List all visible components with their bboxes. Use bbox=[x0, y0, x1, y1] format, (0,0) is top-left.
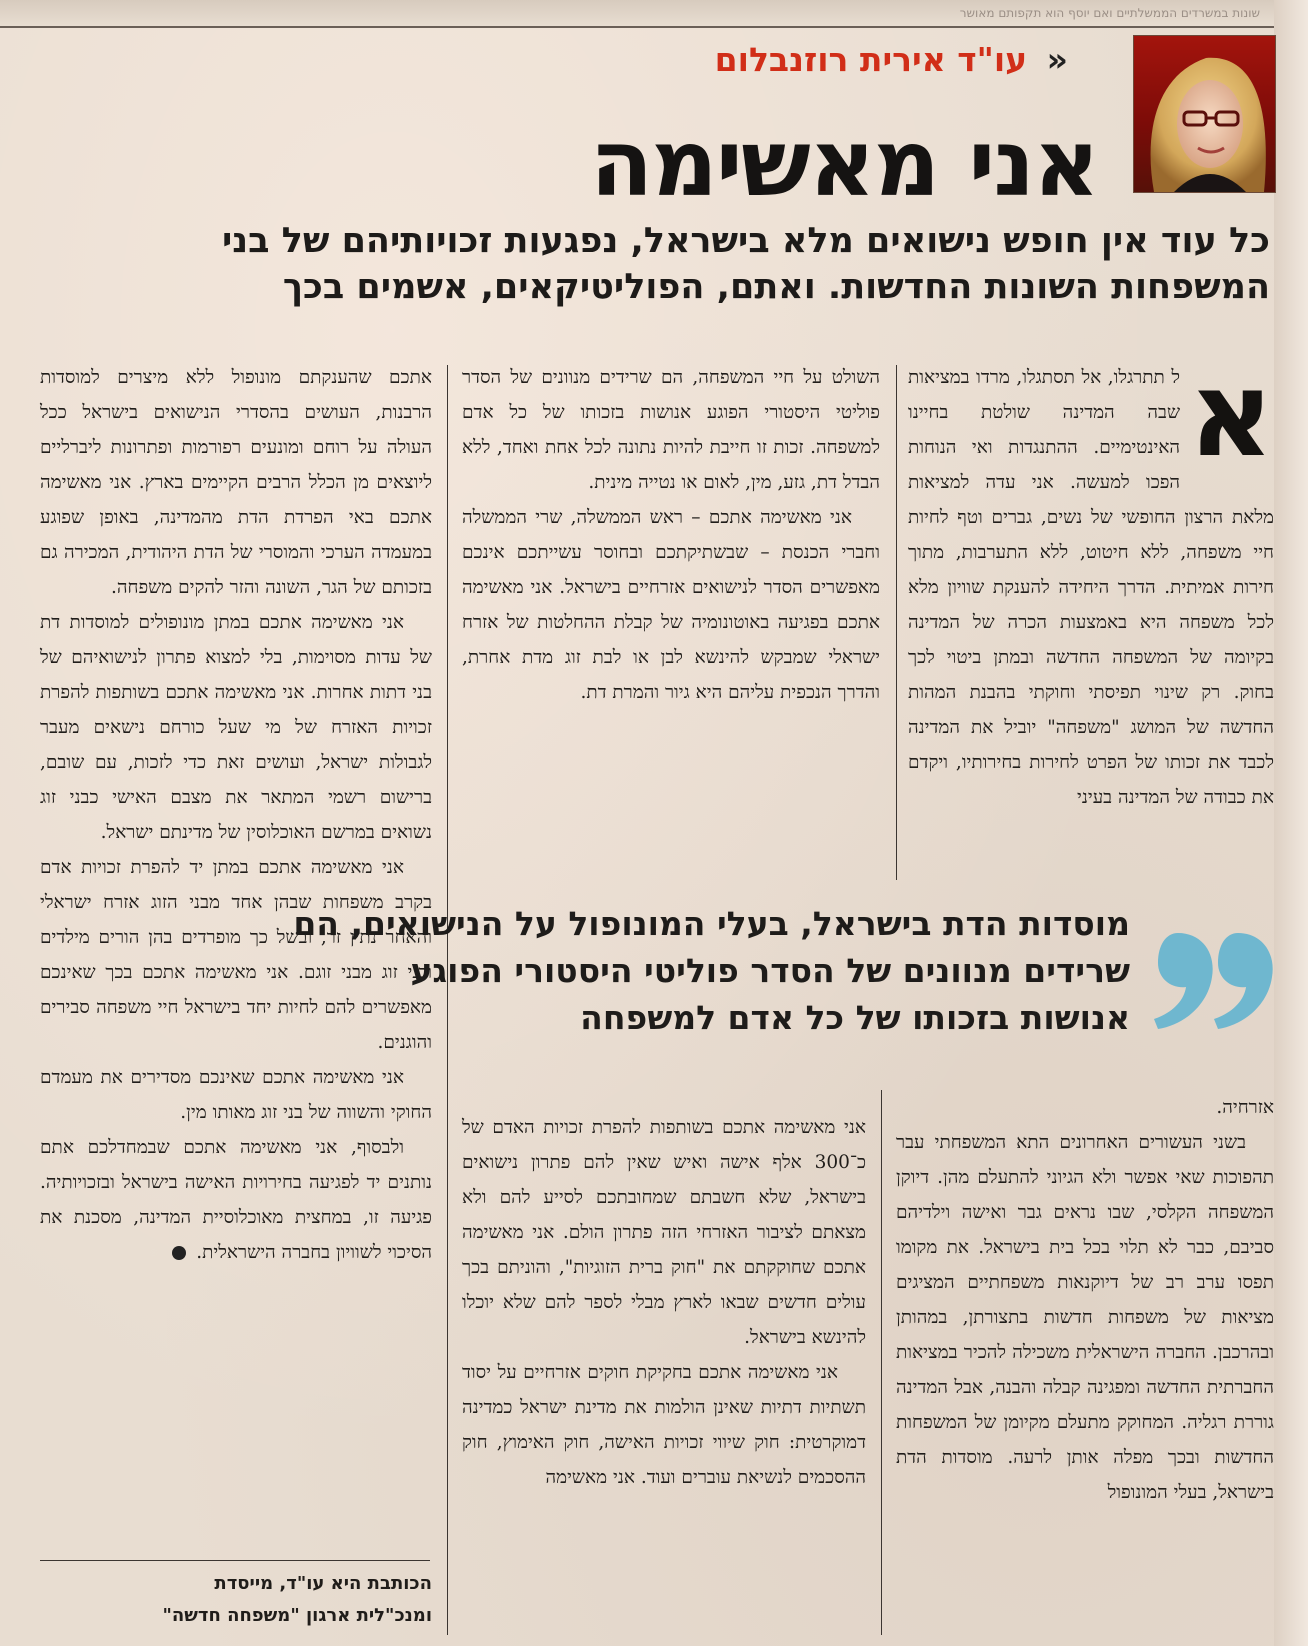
article-paragraph: אני מאשימה אתכם שאינכם מסדירים את מעמדם החוקי והשווה של בני זוג מאותו מין. bbox=[40, 1067, 432, 1123]
article-paragraph: אני מאשימה אתכם בשותפות להפרת זכויות האדם של כ־300 אלף אישה ואיש שאין להם פתרון נישואים בישראל, שלא חשבתם שמחובתכם לסייע להם ולא מצאתם לציבור האזרחי הזה פתרון הולם. אני מאשימה אתכם שחוקקתם את "חוק ברית הזוגיות", והוניתם בכך עולים חדשים שבאו לארץ מבלי לספר להם שלא יוכלו להינשא בישראל. bbox=[462, 1117, 866, 1348]
author-bio-line-2: ומנכ"לית ארגון "משפחה חדשה" bbox=[162, 1605, 432, 1626]
author-bio-line-1: הכותבת היא עו"ד, מייסדת bbox=[214, 1573, 432, 1594]
article-paragraph: אזרחיה. bbox=[1216, 1097, 1274, 1118]
subhead-line-2: המשפחות השונות החדשות. ואתם, הפוליטיקאים, אשמים בכך bbox=[282, 267, 1270, 307]
subhead-line-1: כל עוד אין חופש נישואים מלא בישראל, נפגעות זכויותיהם של בני bbox=[221, 221, 1270, 261]
pull-quote: מוסדות הדת בישראל, בעלי המונופול על הנישואים, הם שרידים מנוונים של הסדר פוליטי היסטורי הפוגע אנושות בזכותו של כל אדם למשפחה bbox=[293, 904, 1130, 1037]
article-paragraph: השולט על חיי המשפחה, הם שרידים מנוונים של הסדר פוליטי היסטורי הפוגע אנושות בזכותו של כל אדם למשפחה. זכות זו חייבת להיות נתונה לכל אחת ואחד, ללא הבדל דת, גזע, מין, לאום או נטייה מינית. bbox=[462, 367, 880, 493]
chevron-icon: « bbox=[1046, 40, 1068, 79]
author-bio bbox=[40, 1568, 432, 1632]
column-divider-lower bbox=[881, 1090, 882, 1635]
top-strip-text: שונות במשרדים הממשלתיים ואם יוסף הוא תקפותם מאושר bbox=[959, 6, 1260, 20]
subheadline bbox=[150, 218, 1270, 310]
top-strip bbox=[0, 0, 1308, 28]
author-byline bbox=[715, 40, 1068, 79]
closing-quote-icon bbox=[1140, 925, 1280, 1035]
bio-divider bbox=[40, 1560, 430, 1561]
article-column-2 bbox=[462, 360, 880, 710]
author-portrait bbox=[1133, 35, 1276, 193]
article-paragraph: אני מאשימה אתכם במתן יד להפרת זכויות אדם בקרב משפחות שבהן אחד מבני הזוג אזרח ישראלי והאחר נתין זר, ובשל כך מופרדים בהן הורים מילדים ובני זוג מבני זוגם. אני מאשימה אתכם בכך שאינכם מאפשרים להם לחיות יחד בישראל חיי משפחה סבירים והוגנים. bbox=[40, 857, 432, 1053]
article-paragraph: אני מאשימה אתכם בחקיקת חוקים אזרחיים על יסוד תשתיות דתיות שאינן הולמות את מדינת ישראל כמדינה דמוקרטית: חוק שיווי זכויות האישה, חוק האימוץ, חוק ההסכמים לנשיאת עוברים ועוד. אני מאשימה bbox=[462, 1362, 866, 1488]
article-paragraph: אתכם שהענקתם מונופול ללא מיצרים למוסדות הרבנות, העושים בהסדרי הנישואים בישראל ככל העולה על רוחם ומונעים רפורמות ופתרונות ליברליים ליוצאים מן הכלל הרבים הקיימים בארץ. אני מאשימה אתכם באי הפרדת הדת מהמדינה, באופן שפוגע במעמדה הערכי והמוסרי של הדת היהודית, המכירה גם בזכותם של הגר, השונה והזר להקים משפחה. bbox=[40, 367, 432, 598]
article-paragraph: בשני העשורים האחרונים התא המשפחתי עבר תהפוכות שאי אפשר ולא הגיוני להתעלם מהן. דיוקן המשפחה הקלסי, שבו נראים גבר ואישה וילדיהם סביבם, כבר לא תלוי בכל בית בישראל. את מקומו תפסו ערב רב של דיוקנאות משפחתיים המציגים מציאות של משפחות חדשות בתצורתן, במהותן ובהרכבן. החברה הישראלית משכילה להכיר במציאות החברתית החדשה ומפגינה קבלה והבנה, אבל המדינה גוררת רגליה. המחוקק מתעלם מקיומן של המשפחות החדשות ובכך מפלה אותן לרעה. מוסדות הדת בישראל, בעלי המונופול bbox=[896, 1132, 1274, 1503]
end-of-article-icon: ⊗ bbox=[172, 1246, 186, 1260]
headline: אני מאשימה bbox=[590, 110, 1098, 217]
article-paragraph: ל תתרגלו, אל תסתגלו, מרדו במציאות שבה המדינה שולטת בחיינו האינטימיים. ההתנגדות ואי הנוחות הפכו למעשה. אני עדה למציאות מלאת הרצון החופשי של נשים, גברים וטף לחיות חיי משפחה, ללא חיטוט, ללא התערבות, מתוך חירות אמיתית. הדרך היחידה להענקת שוויון מלא לכל משפחה היא באמצעות הכרה של המדינה בקיומה של המשפחה החדשה ובמתן ביטוי לכך בחוק. רק שינוי תפיסתי וחוקתי בהבנת המהות החדשה של המושג "משפחה" יוביל את המדינה לכבד את זכותו של הפרט לחירות בחירותיו, ויקדם את כבודה של המדינה בעיני bbox=[908, 367, 1274, 808]
author-name: עו"ד אירית רוזנבלום bbox=[714, 40, 1028, 79]
article-column-1 bbox=[908, 345, 1274, 815]
article-paragraph: אני מאשימה אתכם – ראש הממשלה, שרי הממשלה וחברי הכנסת – שבשתיקתכם ובחוסר עשייתכם אינכם מאפשרים הסדר לנישואים אזרחיים בישראל. אני מאשימה אתכם בפגיעה באוטונומיה של קבלת ההחלטות של אזרח ישראלי שמבקש להינשא לבן או לבת זוג מדת אחרת, והדרך הנכפית עליהם היא גיור והמרת דת. bbox=[462, 507, 880, 703]
article-paragraph: אני מאשימה אתכם במתן מונופולים למוסדות דת של עדות מסוימות, בלי למצוא פתרון לנישואיהם של בני דתות אחרות. אני מאשימה אתכם בשותפות להפרת זכויות האזרח של מי שעל כורחם נישאים מעבר לגבולות ישראל, ועושים זאת כדי לזכות, עם שובם, ברישום רשמי המתאר את מצבם האישי כבני זוג נשואים במרשם האוכלוסין של מדינתם ישראל. bbox=[40, 612, 432, 843]
article-column-3 bbox=[40, 360, 432, 1270]
author-portrait-image bbox=[1134, 36, 1275, 192]
column-divider-right bbox=[896, 365, 897, 880]
article-column-5 bbox=[462, 1110, 866, 1495]
article-column-4 bbox=[896, 1090, 1274, 1510]
page-edge bbox=[1274, 0, 1308, 1646]
article-paragraph bbox=[40, 1130, 432, 1270]
drop-cap: א bbox=[1188, 345, 1274, 483]
article-paragraph-text: ולבסוף, אני מאשימה אתכם שבמחדלכם אתם נותנים יד לפגיעה בחירויות האישה בישראל ובזכויותיה. פגיעה זו, במחצית מאוכלוסיית המדינה, מסכנת את הסיכוי לשוויון בחברה הישראלית. bbox=[40, 1137, 432, 1263]
